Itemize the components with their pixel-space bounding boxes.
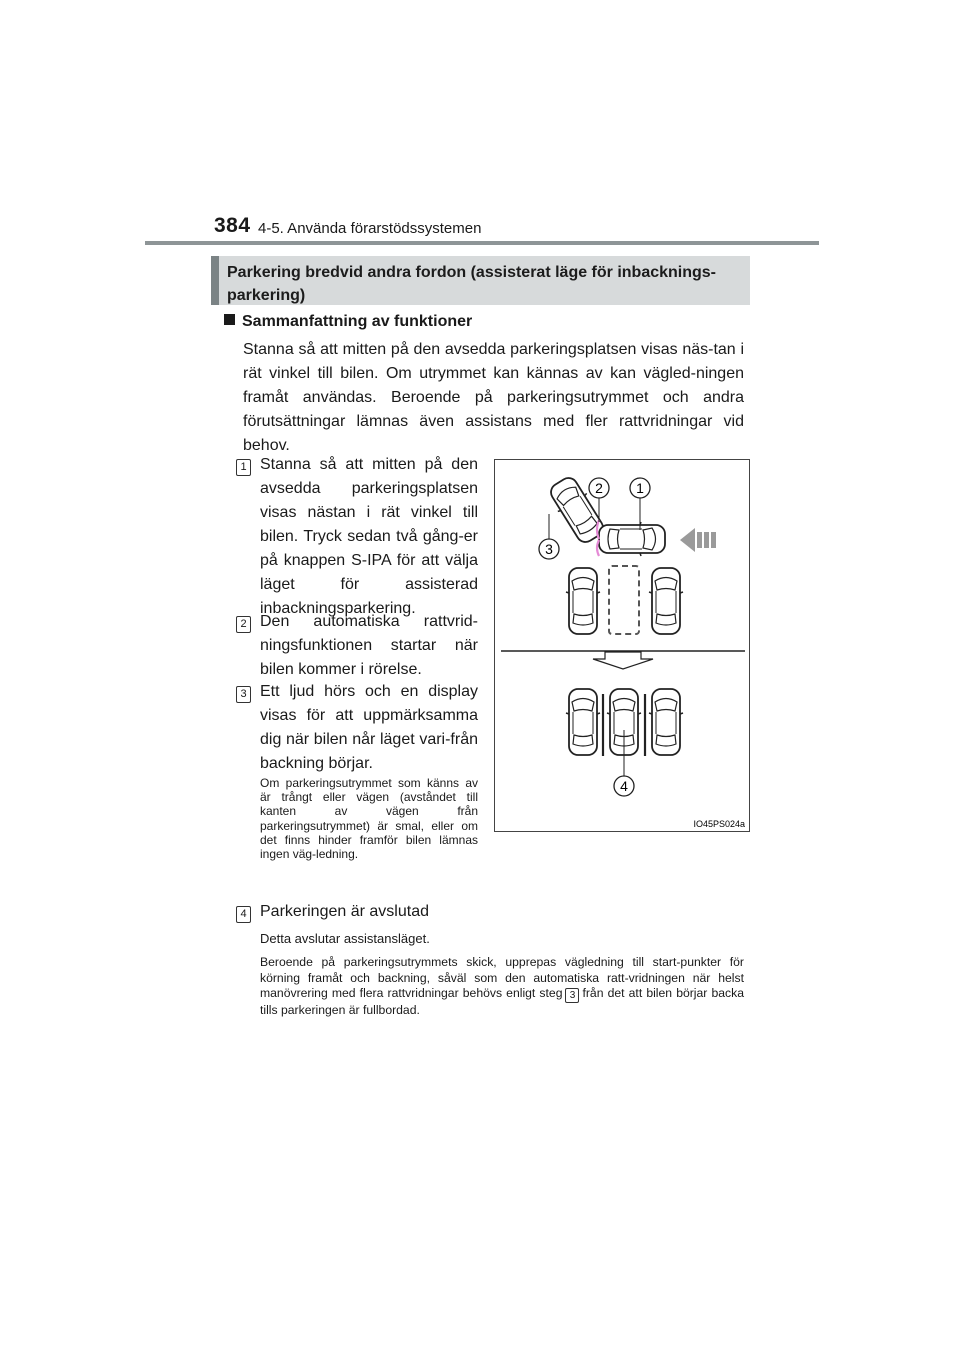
- callout-3: [539, 514, 559, 559]
- topic-accent-bar: [211, 256, 219, 305]
- step-ref-3: 3: [565, 988, 579, 1003]
- topic-title-box: [211, 256, 750, 305]
- parking-diagram: [494, 459, 750, 832]
- step-2-text: Den automatiska rattvrid-ningsfunktionen startar när bilen kommer i rörelse.: [260, 613, 478, 678]
- header-rule: [145, 241, 819, 245]
- step-3-note: Om parkeringsutrymmet som känns av är trångt eller vägen (avståndet till kanten av vägen från parkeringsutrymmet) är smal, eller om det finns hinder framför bilen lämnas ingen väg-ledning.: [260, 776, 478, 862]
- final-note-part-1: Beroende på parkeringsutrymmets skick, upprepas vägledning till start-punkter för körning framåt och backning, såväl som den automatiska ratt-vridningen när helst manövrering med flera rattvridningar behövs enligt steg: [260, 955, 744, 1000]
- step-3-text: Ett ljud hörs och en display visas för att uppmärksamma dig när bilen når läget vari-från backning börjar.: [260, 683, 478, 772]
- step-1-number: 1: [236, 459, 251, 476]
- figure-code: IO45PS024a: [693, 819, 745, 829]
- bottom-car-right: [649, 689, 683, 755]
- step-4-note: Detta avslutar assistansläget.: [260, 931, 430, 946]
- callout-1: [630, 478, 650, 530]
- step-4-text: Parkeringen är avslutad: [260, 903, 429, 920]
- page-number: 384: [214, 214, 251, 237]
- parked-car-left: [566, 568, 600, 634]
- section-title: 4-5. Använda förarstödssystemen: [258, 220, 482, 237]
- final-note-part-2: från det att bilen börjar backa tills parkeringen är fullbordad.: [260, 986, 744, 1017]
- svg-text:1: 1: [636, 480, 644, 496]
- step-3-number: 3: [236, 686, 251, 703]
- svg-text:2: 2: [595, 480, 603, 496]
- square-bullet-icon: [224, 314, 235, 325]
- arrow-left-icon: [680, 528, 716, 552]
- final-note: [260, 955, 744, 1019]
- active-car: [599, 522, 665, 556]
- svg-text:3: 3: [545, 541, 553, 557]
- summary-heading: [224, 313, 472, 331]
- summary-heading-text: Sammanfattning av funktioner: [242, 313, 473, 330]
- bottom-car-left: [566, 689, 600, 755]
- summary-intro: Stanna så att mitten på den avsedda parkeringsplatsen visas näs-tan i rät vinkel till bilen. Om utrymmet kan kännas av kan vägled-ningen framåt användas. Beroende på parkeringsutrymmet och andra förutsättningar lämnas även assistans med fler rattvridningar vid behov.: [243, 341, 744, 454]
- svg-text:4: 4: [620, 778, 628, 794]
- step-2-number: 2: [236, 616, 251, 633]
- target-parking-slot: [609, 566, 639, 634]
- parked-car-right: [649, 568, 683, 634]
- arrow-down-icon: [593, 652, 653, 669]
- step-4-number: 4: [236, 906, 251, 923]
- step-1-text: Stanna så att mitten på den avsedda parkeringsplatsen visas nästan i rät vinkel till bilen. Tryck sedan två gång-er på knappen S-IPA för att välja läget för assisterad inbackningsparkering.: [260, 456, 478, 617]
- topic-title: Parkering bredvid andra fordon (assisterat läge för inbacknings-parkering): [227, 264, 717, 304]
- parking-diagram-svg: [495, 460, 751, 833]
